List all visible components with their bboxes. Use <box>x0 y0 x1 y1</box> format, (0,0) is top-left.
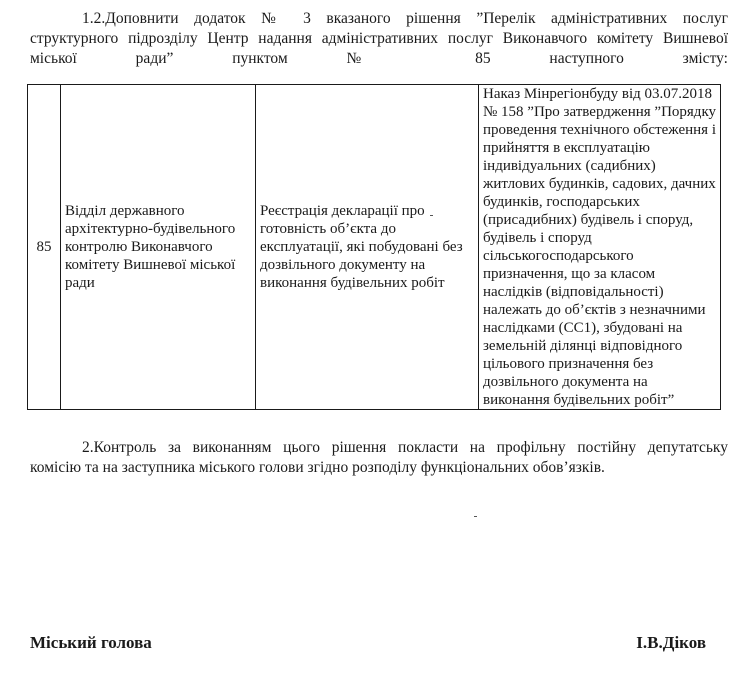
paragraph-1-line-2: структурного підрозділу Центр надання адміністративних послуг Виконавчого комітету Вишневої міської ради” пунктом № 85 наступного змісту: <box>30 30 728 67</box>
paragraph-2-line-1: 2.Контроль за виконанням цього рішення покласти на профільну постійну депутатську <box>82 439 728 456</box>
legal-basis-cell: Наказ Мінрегіонбуду від 03.07.2018 № 158 ”Про затвердження ”Порядку проведення технічного обстеження і прийняття в експлуатацію індивідуальних (садибних) житлових будинків, садових, дачних будинків, господарських (присадибних) будівель і споруд, будівель і споруд сільськогосподарського призначення, що за класом наслідків (відповідальності) належать до об’єктів з незначними наслідками (СС1), збудовані на земельній ділянці відповідного цільового призначення без дозвільного документа на виконання будівельних робіт” <box>479 85 721 410</box>
paragraph-2 <box>30 438 728 478</box>
signature-name: І.В.Діков <box>636 633 706 652</box>
services-table <box>27 84 721 410</box>
service-cell: Реєстрація декларації про готовність об’єкта до експлуатації, які побудовані без дозвільного документу на виконання будівельних робіт <box>256 85 479 410</box>
row-number: 85 <box>28 85 61 410</box>
scan-speck <box>474 516 477 517</box>
department-cell: Відділ державного архітектурно-будівельного контролю Виконавчого комітету Вишневої міської ради <box>61 85 256 410</box>
signature-title: Міський голова <box>30 633 152 652</box>
paragraph-1-line-1: 1.2.Доповнити додаток № 3 вказаного рішення ”Перелік адміністративних послуг <box>82 10 728 27</box>
paragraph-2-line-2: комісію та на заступника міського голови згідно розподілу функціональних обов’язків. <box>30 459 605 476</box>
scan-speck <box>430 215 433 216</box>
paragraph-1 <box>30 9 728 69</box>
table-row <box>28 85 721 410</box>
